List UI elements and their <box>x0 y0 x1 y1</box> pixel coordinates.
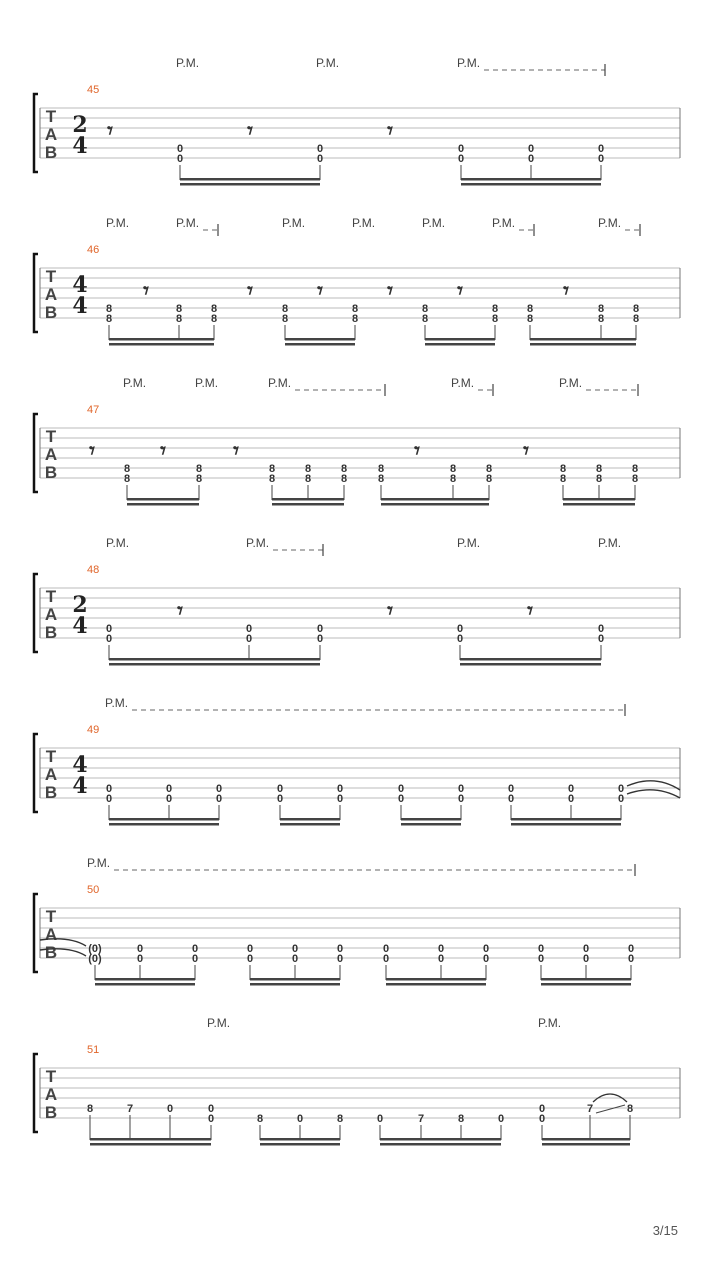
tab-clef-t: T <box>45 427 57 446</box>
beam-primary <box>511 818 621 821</box>
fret-number: 8 <box>377 473 385 485</box>
fret-number: 8 <box>195 473 203 485</box>
fret-number: 0 <box>245 633 253 645</box>
fret-number: 8 <box>336 1113 344 1125</box>
fret-number: 8 <box>86 1103 94 1115</box>
fret-number: 0 <box>291 953 299 965</box>
fret-number: 0 <box>597 153 605 165</box>
tab-clef-a: A <box>44 925 58 944</box>
palm-mute-label: P.M. <box>106 216 130 230</box>
fret-number: 7 <box>126 1103 134 1115</box>
fret-number: 8 <box>351 303 359 315</box>
fret-number: 0 <box>207 1113 215 1125</box>
eighth-rest: 𝄾 <box>527 598 533 624</box>
fret-number: 8 <box>195 463 203 475</box>
fret-number: 8 <box>485 473 493 485</box>
fret-number: 0 <box>437 943 445 955</box>
fret-number: 8 <box>449 463 457 475</box>
time-signature-bottom: 4 <box>72 773 88 799</box>
fret-number: 8 <box>304 473 312 485</box>
system-bracket <box>34 574 38 652</box>
tab-clef-b: B <box>44 943 58 962</box>
palm-mute-label: P.M. <box>352 216 376 230</box>
fret-number: 8 <box>105 313 113 325</box>
beam-secondary <box>563 503 635 506</box>
fret-number: 0 <box>617 783 625 795</box>
eighth-rest: 𝄾 <box>177 598 183 624</box>
palm-mute-label: P.M. <box>282 216 306 230</box>
tab-clef-a: A <box>44 445 58 464</box>
fret-number: 8 <box>597 303 605 315</box>
palm-mute-label: P.M. <box>123 376 147 390</box>
fret-number: 8 <box>340 473 348 485</box>
fret-number: 0 <box>382 953 390 965</box>
beam-secondary <box>401 823 461 826</box>
fret-number: 8 <box>595 463 603 475</box>
beam-secondary <box>461 183 601 186</box>
tab-clef-b: B <box>44 463 58 482</box>
fret-number: 8 <box>421 303 429 315</box>
fret-number: 0 <box>507 793 515 805</box>
beam-primary <box>541 978 631 981</box>
palm-mute-label: P.M. <box>105 696 129 710</box>
fret-number: 0 <box>105 623 113 635</box>
fret-number: 0 <box>538 1113 546 1125</box>
fret-number: 0 <box>136 953 144 965</box>
fret-number: 0 <box>507 783 515 795</box>
fret-number: 8 <box>268 463 276 475</box>
tab-system-48 <box>34 536 680 666</box>
fret-number: 0 <box>246 953 254 965</box>
fret-number: 8 <box>559 473 567 485</box>
palm-mute-label: P.M. <box>559 376 583 390</box>
fret-number: 8 <box>268 473 276 485</box>
fret-number: 0 <box>276 793 284 805</box>
fret-number: 0 <box>527 143 535 155</box>
beam-secondary <box>460 663 601 666</box>
fret-number: 8 <box>421 313 429 325</box>
fret-number: 0 <box>497 1113 505 1125</box>
fret-number: 0 <box>316 633 324 645</box>
beam-primary <box>280 818 340 821</box>
fret-number: 8 <box>210 303 218 315</box>
palm-mute-label: P.M. <box>598 216 622 230</box>
fret-number: 0 <box>336 793 344 805</box>
beam-secondary <box>511 823 621 826</box>
fret-number: 8 <box>210 313 218 325</box>
fret-number: 8 <box>123 473 131 485</box>
fret-number: 8 <box>175 313 183 325</box>
beam-secondary <box>380 1143 501 1146</box>
beam-secondary <box>109 663 320 666</box>
fret-number: 8 <box>631 473 639 485</box>
fret-number: 8 <box>491 303 499 315</box>
tab-system-49 <box>34 696 680 826</box>
fret-number: 8 <box>491 313 499 325</box>
beam-secondary <box>386 983 486 986</box>
fret-number: 0 <box>296 1113 304 1125</box>
palm-mute-label: P.M. <box>195 376 219 390</box>
time-signature-top: 2 <box>72 112 88 138</box>
fret-number: 0 <box>582 953 590 965</box>
fret-number: 8 <box>377 463 385 475</box>
tab-clef-t: T <box>45 267 57 286</box>
fret-number: 8 <box>449 473 457 485</box>
fret-number: 0 <box>627 953 635 965</box>
fret-number: 8 <box>595 473 603 485</box>
fret-number: (0) <box>88 953 102 965</box>
fret-number: (0) <box>88 943 102 955</box>
tab-clef-t: T <box>45 107 57 126</box>
fret-number: 8 <box>351 313 359 325</box>
fret-number: 0 <box>246 943 254 955</box>
palm-mute-label: P.M. <box>268 376 292 390</box>
fret-number: 0 <box>166 1103 174 1115</box>
tab-clef-b: B <box>44 1103 58 1122</box>
tab-clef-t: T <box>45 587 57 606</box>
fret-number: 8 <box>256 1113 264 1125</box>
beam-primary <box>460 658 601 661</box>
fret-number: 0 <box>165 793 173 805</box>
fret-number: 0 <box>316 153 324 165</box>
tab-clef-b: B <box>44 783 58 802</box>
fret-number: 0 <box>105 633 113 645</box>
fret-number: 8 <box>631 463 639 475</box>
fret-number: 0 <box>617 793 625 805</box>
system-bracket <box>34 1054 38 1132</box>
beam-primary <box>250 978 340 981</box>
beam-primary <box>272 498 344 501</box>
eighth-rest: 𝄾 <box>387 278 393 304</box>
fret-number: 0 <box>105 783 113 795</box>
fret-number: 0 <box>397 793 405 805</box>
time-signature-top: 4 <box>72 272 88 298</box>
measure-number: 49 <box>87 724 100 736</box>
measure-number: 46 <box>87 244 100 256</box>
beam-primary <box>180 178 320 181</box>
tab-clef-a: A <box>44 125 58 144</box>
palm-mute-label: P.M. <box>207 1016 231 1030</box>
palm-mute-label: P.M. <box>422 216 446 230</box>
fret-number: 0 <box>215 783 223 795</box>
beam-secondary <box>260 1143 340 1146</box>
fret-number: 8 <box>281 303 289 315</box>
tab-clef-a: A <box>44 1085 58 1104</box>
time-signature-bottom: 4 <box>72 293 88 319</box>
palm-mute-label: P.M. <box>87 856 111 870</box>
fret-number: 0 <box>291 943 299 955</box>
fret-number: 0 <box>567 793 575 805</box>
measure-number: 45 <box>87 84 100 96</box>
fret-number: 0 <box>457 793 465 805</box>
palm-mute-label: P.M. <box>176 56 200 70</box>
beam-secondary <box>280 823 340 826</box>
fret-number: 8 <box>457 1113 465 1125</box>
eighth-rest: 𝄾 <box>89 438 95 464</box>
beam-primary <box>285 338 355 341</box>
fret-number: 0 <box>456 623 464 635</box>
fret-number: 0 <box>336 953 344 965</box>
system-bracket <box>34 254 38 332</box>
fret-number: 7 <box>586 1103 594 1115</box>
fret-number: 0 <box>316 623 324 635</box>
beam-primary <box>401 818 461 821</box>
eighth-rest: 𝄾 <box>317 278 323 304</box>
beam-primary <box>380 1138 501 1141</box>
tab-clef-b: B <box>44 143 58 162</box>
fret-number: 8 <box>304 463 312 475</box>
beam-primary <box>425 338 495 341</box>
fret-number: 0 <box>627 943 635 955</box>
beam-primary <box>127 498 199 501</box>
fret-number: 0 <box>597 143 605 155</box>
fret-number: 8 <box>123 463 131 475</box>
fret-number: 8 <box>485 463 493 475</box>
time-signature-top: 4 <box>72 752 88 778</box>
beam-primary <box>530 338 636 341</box>
tab-system-46 <box>34 216 680 346</box>
fret-number: 0 <box>537 953 545 965</box>
beam-primary <box>461 178 601 181</box>
tab-system-51 <box>34 1016 680 1146</box>
fret-number: 8 <box>632 313 640 325</box>
beam-secondary <box>109 343 214 346</box>
fret-number: 0 <box>245 623 253 635</box>
fret-number: 0 <box>191 943 199 955</box>
beam-secondary <box>542 1143 630 1146</box>
beam-secondary <box>109 823 219 826</box>
fret-number: 0 <box>482 943 490 955</box>
eighth-rest: 𝄾 <box>387 598 393 624</box>
palm-mute-label: P.M. <box>598 536 622 550</box>
beam-secondary <box>95 983 195 986</box>
tab-clef-a: A <box>44 285 58 304</box>
beam-primary <box>109 818 219 821</box>
eighth-rest: 𝄾 <box>563 278 569 304</box>
tab-clef-a: A <box>44 605 58 624</box>
tab-clef-b: B <box>44 623 58 642</box>
beam-primary <box>386 978 486 981</box>
beam-secondary <box>530 343 636 346</box>
beam-primary <box>109 338 214 341</box>
beam-secondary <box>541 983 631 986</box>
eighth-rest: 𝄾 <box>233 438 239 464</box>
beam-primary <box>95 978 195 981</box>
fret-number: 8 <box>526 303 534 315</box>
fret-number: 0 <box>336 783 344 795</box>
tab-clef-a: A <box>44 765 58 784</box>
fret-number: 8 <box>626 1103 634 1115</box>
fret-number: 0 <box>207 1103 215 1115</box>
beam-primary <box>109 658 320 661</box>
eighth-rest: 𝄾 <box>247 278 253 304</box>
time-signature-bottom: 4 <box>72 613 88 639</box>
eighth-rest: 𝄾 <box>247 118 253 144</box>
beam-primary <box>260 1138 340 1141</box>
beam-secondary <box>381 503 489 506</box>
beam-secondary <box>285 343 355 346</box>
palm-mute-label: P.M. <box>106 536 130 550</box>
fret-number: 0 <box>597 623 605 635</box>
fret-number: 8 <box>175 303 183 315</box>
fret-number: 0 <box>457 143 465 155</box>
system-bracket <box>34 894 38 972</box>
fret-number: 0 <box>215 793 223 805</box>
tie-out <box>627 790 680 798</box>
fret-number: 0 <box>537 943 545 955</box>
fret-number: 0 <box>457 783 465 795</box>
fret-number: 0 <box>276 783 284 795</box>
beam-secondary <box>250 983 340 986</box>
eighth-rest: 𝄾 <box>414 438 420 464</box>
palm-mute-label: P.M. <box>457 536 481 550</box>
fret-number: 8 <box>526 313 534 325</box>
beam-secondary <box>180 183 320 186</box>
eighth-rest: 𝄾 <box>160 438 166 464</box>
fret-number: 8 <box>340 463 348 475</box>
page-number: 3/15 <box>652 1223 678 1238</box>
palm-mute-label: P.M. <box>492 216 516 230</box>
time-signature-top: 2 <box>72 592 88 618</box>
palm-mute-label: P.M. <box>457 56 481 70</box>
fret-number: 0 <box>136 943 144 955</box>
tie-out <box>627 781 680 790</box>
fret-number: 0 <box>457 153 465 165</box>
palm-mute-label: P.M. <box>316 56 340 70</box>
tab-clef-t: T <box>45 747 57 766</box>
beam-primary <box>90 1138 211 1141</box>
time-signature-bottom: 4 <box>72 133 88 159</box>
eighth-rest: 𝄾 <box>387 118 393 144</box>
fret-number: 8 <box>632 303 640 315</box>
tab-clef-b: B <box>44 303 58 322</box>
measure-number: 47 <box>87 404 100 416</box>
slide-line <box>596 1105 625 1113</box>
fret-number: 0 <box>567 783 575 795</box>
fret-number: 8 <box>281 313 289 325</box>
system-bracket <box>34 94 38 172</box>
palm-mute-label: P.M. <box>538 1016 562 1030</box>
palm-mute-label: P.M. <box>246 536 270 550</box>
fret-number: 0 <box>527 153 535 165</box>
fret-number: 0 <box>382 943 390 955</box>
system-bracket <box>34 414 38 492</box>
tab-clef-t: T <box>45 907 57 926</box>
fret-number: 0 <box>597 633 605 645</box>
beam-secondary <box>425 343 495 346</box>
fret-number: 0 <box>437 953 445 965</box>
palm-mute-label: P.M. <box>451 376 475 390</box>
fret-number: 8 <box>105 303 113 315</box>
eighth-rest: 𝄾 <box>457 278 463 304</box>
fret-number: 0 <box>582 943 590 955</box>
beam-primary <box>542 1138 630 1141</box>
tab-system-50 <box>34 856 680 986</box>
tab-clef-t: T <box>45 1067 57 1086</box>
fret-number: 0 <box>456 633 464 645</box>
beam-secondary <box>272 503 344 506</box>
fret-number: 0 <box>105 793 113 805</box>
fret-number: 7 <box>417 1113 425 1125</box>
measure-number: 48 <box>87 564 100 576</box>
fret-number: 0 <box>176 153 184 165</box>
fret-number: 0 <box>482 953 490 965</box>
fret-number: 8 <box>597 313 605 325</box>
fret-number: 0 <box>176 143 184 155</box>
palm-mute-label: P.M. <box>176 216 200 230</box>
fret-number: 8 <box>559 463 567 475</box>
measure-number: 50 <box>87 884 100 896</box>
beam-secondary <box>90 1143 211 1146</box>
fret-number: 0 <box>316 143 324 155</box>
fret-number: 0 <box>538 1103 546 1115</box>
tab-system-47 <box>34 376 680 506</box>
system-bracket <box>34 734 38 812</box>
tab-system-45 <box>34 56 680 186</box>
fret-number: 0 <box>336 943 344 955</box>
eighth-rest: 𝄾 <box>107 118 113 144</box>
eighth-rest: 𝄾 <box>143 278 149 304</box>
beam-primary <box>563 498 635 501</box>
fret-number: 0 <box>376 1113 384 1125</box>
fret-number: 0 <box>165 783 173 795</box>
beam-secondary <box>127 503 199 506</box>
fret-number: 0 <box>397 783 405 795</box>
measure-number: 51 <box>87 1044 100 1056</box>
beam-primary <box>381 498 489 501</box>
eighth-rest: 𝄾 <box>523 438 529 464</box>
fret-number: 0 <box>191 953 199 965</box>
